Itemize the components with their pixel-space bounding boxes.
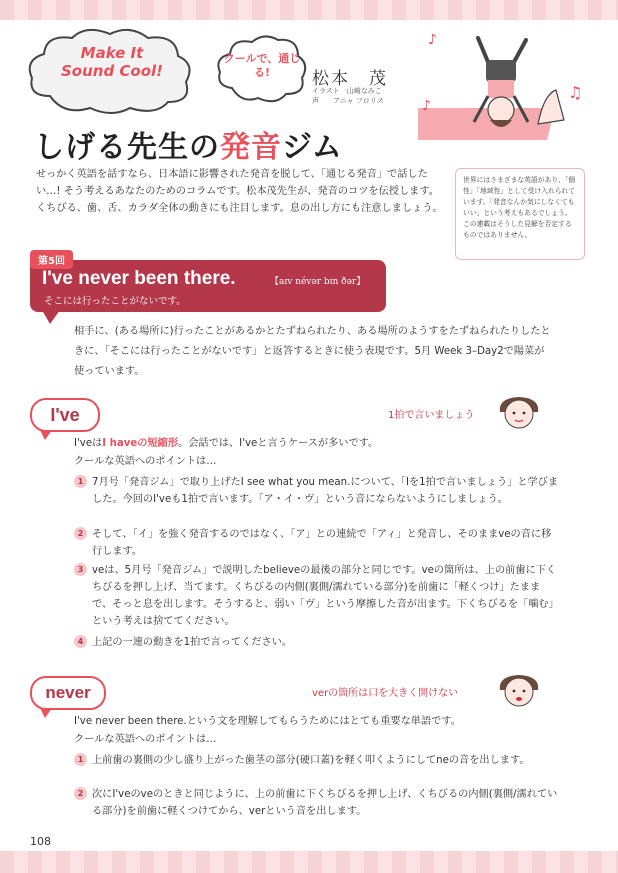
illustrator-credit: イラスト 山崎なみこ bbox=[312, 87, 382, 95]
never-lead: I've never been there.という文を理解してもらうためにはとても重要な単語です。 bbox=[74, 716, 461, 727]
top-decorative-band bbox=[0, 0, 618, 20]
ive-point-2: 2 そして、「イ」を強く発音するのではなく、「ア」との連続で「アィ」と発音し、そのままveの音に移行します。 bbox=[74, 526, 560, 560]
never-point-2: 2 次にI'veのveのときと同じように、上の前歯に下くちびるを押し上げ、くちびるの内側(裏側/濡れている部分)を前歯に軽くつけてから、verという音を出します。 bbox=[74, 786, 560, 820]
intro-text: せっかく英語を話すなら、日本語に影響された発音を脱して、「通じる発音」で話したい…! そう考えるあなたのためのコラムです。松本茂先生が、発音のコツを伝授します。 くちびる、歯、舌、カラダ全体の動きにも注目します。息の出し方にも注意しましょう。 bbox=[36, 169, 443, 214]
series-title: Make It Sound Cool! bbox=[60, 44, 164, 80]
disclaimer-note: 世界にはさまざまな英語があり、「個性」「地域性」として受け入れられています。「発音なんか気にしなくてもいい」という考えもあるでしょう。この連載はそうした見解を否定するものではありません。 bbox=[455, 168, 585, 260]
section-label-ive: I've bbox=[30, 398, 100, 432]
speech-tail bbox=[40, 430, 52, 440]
key-phrase: I've never been there. bbox=[42, 268, 236, 289]
section-label-never: never bbox=[30, 676, 106, 710]
bottom-decorative-band bbox=[0, 851, 618, 873]
usage-explanation: 相手に、(ある場所に)行ったことがあるかとたずねられたり、ある場所のようすをたずねられたりしたときに、「そこには行ったことがないです」と返答するときに使う表現です。5月 Week 3–Day2で陽菜が使っています。 bbox=[74, 326, 551, 377]
phrase-banner-tail bbox=[42, 310, 60, 324]
tagline: クールで、通じる! bbox=[223, 52, 301, 79]
page-title: しげる先生の発音ジム bbox=[34, 130, 343, 165]
teacher-face-icon bbox=[494, 672, 544, 710]
ive-lead: I'veはI haveの短縮形。会話では、I'veと言うケースが多いです。 bbox=[74, 438, 379, 449]
never-hint: verの箇所は口を大きく開けない bbox=[312, 688, 459, 699]
credits bbox=[312, 86, 384, 106]
ive-point-1: 1 7月号「発音ジム」で取り上げたI see what you mean.について、「Iを1拍で言いましょう」と学びました。今回のI'veも1拍で言います。「ア・イ・ヴ」という音にならないようにしましょう。 bbox=[74, 474, 560, 508]
svg-text:♪: ♪ bbox=[422, 98, 431, 114]
phonetic-transcription: 【aɪv névər bɪn ðər】 bbox=[270, 277, 366, 287]
page-number: 108 bbox=[30, 835, 51, 848]
author-name: 松本 茂 bbox=[312, 69, 388, 89]
svg-text:♪: ♪ bbox=[428, 32, 437, 48]
teacher-face-icon bbox=[494, 394, 544, 432]
never-lead-points: クールな英語へのポイントは… bbox=[74, 734, 217, 745]
episode-badge: 第5回 bbox=[30, 250, 73, 269]
ive-point-4: 4 上記の一連の動きを1拍で言ってください。 bbox=[74, 634, 560, 651]
voice-credit: 声 アニャ フロリス bbox=[312, 97, 384, 105]
handstand-illustration bbox=[418, 24, 598, 152]
ive-point-3: 3 veは、5月号「発音ジム」で説明したbelieveの最後の部分と同じです。veの箇所は、上の前歯に下くちびるを押し上げ、当てます。くちびるの内側(裏側/濡れている部分)を前歯に「軽くつけ」たままで、そっと息を出します。そうすると、弱い「ヴ」という摩擦した音が出ます。下くちびるを「噛む」という考えは捨ててください。 bbox=[74, 562, 560, 630]
speech-tail bbox=[40, 708, 52, 718]
never-point-1: 1 上前歯の裏側の少し盛り上がった歯茎の部分(硬口蓋)を軽く叩くようにしてneの音を出します。 bbox=[74, 752, 560, 769]
ive-lead-points: クールな英語へのポイントは… bbox=[74, 456, 217, 467]
phrase-translation: そこには行ったことがないです。 bbox=[44, 296, 186, 307]
ive-hint: 1拍で言いましょう bbox=[388, 410, 475, 421]
svg-text:♫: ♫ bbox=[568, 83, 583, 102]
